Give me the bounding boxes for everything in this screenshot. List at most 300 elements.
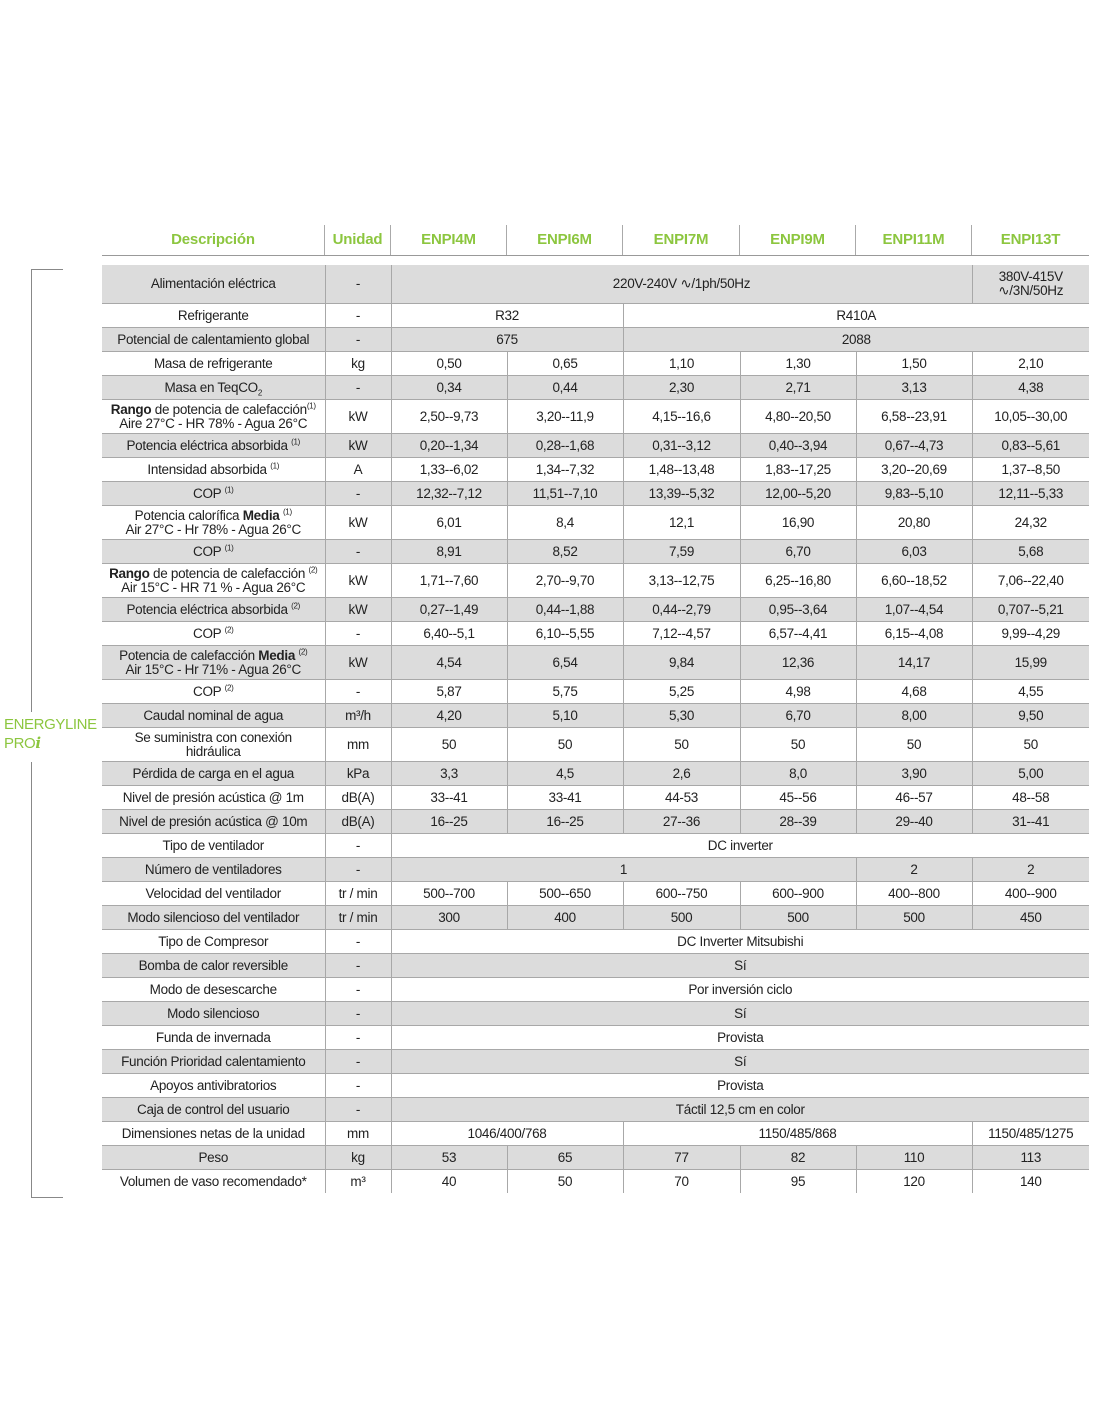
description-text: (1) — [224, 485, 234, 494]
description-text: Modo de desescarche — [149, 981, 277, 997]
row-description — [102, 1026, 325, 1050]
value-cell — [972, 352, 1089, 376]
cell-value: 400 — [554, 909, 576, 925]
value-cell — [623, 786, 740, 810]
value-cell — [856, 540, 972, 564]
cell-value: 1,37--8,50 — [1001, 461, 1061, 477]
value-cell — [740, 906, 856, 930]
row-description — [102, 1074, 325, 1098]
row-unit: - — [325, 858, 391, 882]
value-cell — [972, 680, 1089, 704]
header-unit: Unidad — [325, 225, 391, 255]
description-text: Modo silencioso del ventilador — [127, 909, 300, 925]
description-text: Pérdida de carga en el agua — [132, 765, 295, 781]
row-unit: m³ — [325, 1170, 391, 1194]
value-cell — [972, 1170, 1089, 1194]
cell-value: 15,99 — [1014, 654, 1047, 670]
row-unit: kW — [325, 506, 391, 540]
cell-value: 50 — [441, 736, 457, 752]
table-row — [102, 1170, 1089, 1194]
cell-value: 4,80--20,50 — [765, 408, 831, 424]
cell-value: 120 — [903, 1173, 925, 1189]
value-cell — [623, 304, 1089, 328]
value-cell — [391, 762, 507, 786]
value-cell — [391, 786, 507, 810]
cell-value: 6,60--18,52 — [881, 572, 947, 588]
cell-value: 3,90 — [901, 765, 927, 781]
description-text: Caja de control del usuario — [137, 1101, 290, 1117]
cell-value: 12,11--5,33 — [998, 485, 1064, 501]
row-unit: kPa — [325, 762, 391, 786]
cell-value: 24,32 — [1014, 514, 1047, 530]
cell-value: 2,10 — [1018, 355, 1044, 371]
table-row — [102, 810, 1089, 834]
cell-value: 44-53 — [664, 789, 699, 805]
cell-value: 220V-240V ∿/1ph/50Hz — [612, 276, 751, 291]
cell-value: 300 — [438, 909, 460, 925]
description-text: Velocidad del ventilador — [145, 885, 281, 901]
cell-value: 400--900 — [1004, 885, 1057, 901]
table-row — [102, 622, 1089, 646]
table-row — [102, 1098, 1089, 1122]
description-conditions: Air 15°C - Hr 71% - Agua 26°C — [125, 661, 301, 677]
description-text: de potencia de calefacción — [151, 401, 307, 417]
value-cell — [972, 376, 1089, 400]
value-cell — [391, 506, 507, 540]
value-cell — [391, 1050, 1089, 1074]
value-cell — [972, 482, 1089, 506]
cell-value: 1,34--7,32 — [535, 461, 595, 477]
description-text: Tipo de Compresor — [158, 933, 269, 949]
cell-value: R410A — [836, 307, 877, 323]
value-cell — [856, 376, 972, 400]
row-unit: - — [325, 1002, 391, 1026]
cell-value: 1,50 — [901, 355, 927, 371]
value-cell — [740, 728, 856, 762]
value-cell — [972, 882, 1089, 906]
value-cell — [623, 506, 740, 540]
value-cell — [507, 622, 623, 646]
value-cell — [391, 834, 1089, 858]
header-model: ENPI4M — [391, 225, 507, 255]
value-cell — [507, 1170, 623, 1194]
table-row — [102, 376, 1089, 400]
value-cell — [623, 564, 740, 598]
cell-value-line2: ∿/3N/50Hz — [998, 283, 1064, 298]
row-description — [102, 564, 325, 598]
value-cell — [623, 704, 740, 728]
value-cell — [972, 400, 1089, 434]
table-row — [102, 458, 1089, 482]
cell-value: 10,05--30,00 — [994, 408, 1068, 424]
value-cell — [507, 680, 623, 704]
value-cell — [623, 598, 740, 622]
value-cell — [507, 540, 623, 564]
value-cell — [740, 506, 856, 540]
description-text: Media — [258, 647, 296, 663]
description-text: (1) — [270, 461, 280, 470]
row-description — [102, 265, 325, 304]
row-unit: kW — [325, 434, 391, 458]
value-cell — [391, 540, 507, 564]
value-cell — [856, 598, 972, 622]
cell-value: 1150/485/1275 — [988, 1125, 1074, 1141]
value-cell — [507, 434, 623, 458]
cell-value: 50 — [1023, 736, 1038, 752]
value-cell — [856, 622, 972, 646]
value-cell — [623, 376, 740, 400]
value-cell — [972, 434, 1089, 458]
cell-value: 9,83--5,10 — [884, 485, 944, 501]
value-cell — [623, 906, 740, 930]
table-row — [102, 1002, 1089, 1026]
cell-value: 600--750 — [655, 885, 708, 901]
row-description — [102, 954, 325, 978]
row-unit: - — [325, 482, 391, 506]
cell-value: Táctil 12,5 cm en color — [675, 1101, 805, 1117]
row-description — [102, 376, 325, 400]
value-cell — [507, 400, 623, 434]
value-cell — [972, 786, 1089, 810]
row-description — [102, 1050, 325, 1074]
description-text: Bomba de calor reversible — [138, 957, 288, 973]
table-row — [102, 906, 1089, 930]
table-row — [102, 598, 1089, 622]
description-text: COP — [193, 625, 225, 641]
value-cell — [507, 598, 623, 622]
cell-value: 2088 — [841, 331, 871, 347]
cell-value: 9,50 — [1018, 707, 1044, 723]
row-unit: - — [325, 1050, 391, 1074]
cell-value: 1046/400/768 — [467, 1125, 547, 1141]
cell-value: 600--900 — [772, 885, 824, 901]
cell-value: 0,50 — [436, 355, 462, 371]
cell-value: 6,10--5,55 — [535, 625, 595, 641]
cell-value: Sí — [734, 1053, 747, 1069]
value-cell — [391, 564, 507, 598]
row-description — [102, 304, 325, 328]
cell-value: 8,00 — [901, 707, 927, 723]
cell-value: 6,54 — [552, 654, 578, 670]
description-conditions: Air 15°C - HR 71 % - Agua 26°C — [121, 579, 306, 595]
cell-value: Por inversión ciclo — [688, 981, 793, 997]
row-unit: kg — [325, 352, 391, 376]
row-description — [102, 834, 325, 858]
table-row — [102, 1146, 1089, 1170]
description-text: Caudal nominal de agua — [143, 707, 284, 723]
value-cell — [623, 400, 740, 434]
value-cell — [740, 458, 856, 482]
description-text: COP — [193, 543, 225, 559]
table-row — [102, 646, 1089, 680]
description-text: (1) — [224, 543, 234, 552]
cell-value: 0,44--2,79 — [652, 601, 711, 617]
row-unit: kW — [325, 598, 391, 622]
cell-value: 1,48--13,48 — [648, 461, 715, 477]
cell-value: 7,12--4,57 — [652, 625, 711, 641]
value-cell — [972, 265, 1089, 304]
cell-value: 3,13 — [901, 379, 927, 395]
value-cell — [391, 1146, 507, 1170]
table-row — [102, 352, 1089, 376]
value-cell — [856, 400, 972, 434]
value-cell — [623, 646, 740, 680]
value-cell — [391, 1002, 1089, 1026]
description-text: (1) — [306, 401, 316, 410]
cell-value: 110 — [903, 1149, 925, 1165]
cell-value: 95 — [790, 1173, 806, 1189]
cell-value: 2 — [910, 861, 918, 877]
value-cell — [740, 1146, 856, 1170]
row-unit: kW — [325, 646, 391, 680]
header-model: ENPI11M — [856, 225, 972, 255]
cell-value: 2,71 — [785, 379, 811, 395]
value-cell — [507, 482, 623, 506]
cell-value: 5,87 — [436, 683, 462, 699]
cell-value: 53 — [441, 1149, 457, 1165]
description-conditions: Air 27°C - Hr 78% - Agua 26°C — [125, 521, 301, 537]
value-cell — [972, 810, 1089, 834]
header-description: Descripción — [102, 225, 325, 255]
cell-value: 0,34 — [436, 379, 462, 395]
row-description — [102, 1146, 325, 1170]
cell-value: 6,15--4,08 — [884, 625, 944, 641]
cell-value: 113 — [1020, 1149, 1042, 1165]
cell-value: 5,75 — [552, 683, 578, 699]
cell-value: 5,10 — [552, 707, 578, 723]
value-cell — [856, 858, 972, 882]
description-text: Función Prioridad calentamiento — [121, 1053, 306, 1069]
row-unit: - — [325, 540, 391, 564]
cell-value: 29--40 — [895, 813, 933, 829]
cell-value: 2,50--9,73 — [419, 408, 479, 424]
value-cell — [740, 564, 856, 598]
value-cell — [391, 434, 507, 458]
value-cell — [740, 434, 856, 458]
cell-value: 4,55 — [1018, 683, 1044, 699]
value-cell — [623, 328, 1089, 352]
cell-value: DC Inverter Mitsubishi — [677, 933, 804, 949]
cell-value: 500 — [903, 909, 925, 925]
cell-value: 33--41 — [430, 789, 468, 805]
brand-line1: ENERGYLINE — [4, 716, 97, 733]
value-cell — [623, 434, 740, 458]
value-cell — [391, 954, 1089, 978]
row-description — [102, 786, 325, 810]
row-description — [102, 1170, 325, 1194]
value-cell — [391, 265, 972, 304]
value-cell — [391, 1170, 507, 1194]
bracket-bottom — [31, 1197, 63, 1198]
cell-value: 9,84 — [668, 654, 695, 670]
cell-value: 45--56 — [779, 789, 817, 805]
cell-value: 48--58 — [1012, 789, 1050, 805]
cell-value: 50 — [557, 1173, 573, 1189]
value-cell — [507, 786, 623, 810]
row-description — [102, 978, 325, 1002]
value-cell — [507, 506, 623, 540]
header-model: ENPI13T — [1000, 231, 1061, 248]
cell-value: 6,57--4,41 — [768, 625, 828, 641]
description-text: Peso — [198, 1149, 229, 1165]
value-cell — [507, 882, 623, 906]
description-text: Potencial de calentamiento global — [117, 331, 310, 347]
row-unit: tr / min — [325, 906, 391, 930]
value-cell — [623, 1170, 740, 1194]
cell-value: 70 — [674, 1173, 689, 1189]
description-text: Masa en TeqCO — [164, 379, 258, 395]
value-cell — [856, 434, 972, 458]
specs-table — [102, 265, 1089, 1193]
value-cell — [391, 482, 507, 506]
description-text: Funda de invernada — [155, 1029, 271, 1045]
value-cell — [507, 1146, 623, 1170]
value-cell — [507, 376, 623, 400]
cell-value: 4,98 — [785, 683, 811, 699]
description-text: Intensidad absorbida — [147, 461, 271, 477]
row-description — [102, 646, 325, 680]
cell-value: 46--57 — [895, 789, 933, 805]
table-row — [102, 762, 1089, 786]
row-description — [102, 506, 325, 540]
row-description — [102, 680, 325, 704]
value-cell — [972, 458, 1089, 482]
value-cell — [623, 482, 740, 506]
cell-value: 5,25 — [668, 683, 695, 699]
value-cell — [740, 1170, 856, 1194]
description-text: (1) — [291, 437, 301, 446]
value-cell — [972, 1122, 1089, 1146]
cell-value: 6,25--16,80 — [765, 572, 831, 588]
cell-value: 3,3 — [440, 765, 458, 781]
cell-value: 6,03 — [901, 543, 927, 559]
cell-value: 4,5 — [556, 765, 574, 781]
value-cell — [972, 762, 1089, 786]
value-cell — [623, 458, 740, 482]
row-description — [102, 930, 325, 954]
value-cell — [856, 810, 972, 834]
description-text: Nivel de presión acústica @ 1m — [122, 789, 304, 805]
row-unit: tr / min — [325, 882, 391, 906]
value-cell — [856, 882, 972, 906]
value-cell — [391, 906, 507, 930]
cell-value: 5,00 — [1018, 765, 1044, 781]
cell-value: 400--800 — [888, 885, 940, 901]
row-unit: - — [325, 376, 391, 400]
value-cell — [507, 352, 623, 376]
value-cell — [507, 810, 623, 834]
table-header — [102, 225, 1089, 256]
value-cell — [740, 786, 856, 810]
value-cell — [391, 930, 1089, 954]
cell-value: 0,707--5,21 — [997, 601, 1064, 617]
value-cell — [972, 728, 1089, 762]
cell-value: 8,4 — [556, 514, 574, 530]
cell-value: 6,70 — [785, 543, 811, 559]
value-cell — [391, 728, 507, 762]
cell-value: 0,44 — [552, 379, 578, 395]
table-row — [102, 786, 1089, 810]
row-description — [102, 1002, 325, 1026]
value-cell — [391, 882, 507, 906]
cell-value: 0,27--1,49 — [419, 601, 479, 617]
value-cell — [507, 704, 623, 728]
row-description — [102, 762, 325, 786]
value-cell — [391, 1026, 1089, 1050]
value-cell — [972, 622, 1089, 646]
cell-value: 7,06--22,40 — [997, 572, 1064, 588]
cell-value: 500 — [670, 909, 693, 925]
cell-value: 1,10 — [668, 355, 695, 371]
row-description — [102, 906, 325, 930]
row-description — [102, 598, 325, 622]
value-cell — [856, 906, 972, 930]
description-text: Rango — [110, 401, 152, 417]
value-cell — [391, 810, 507, 834]
cell-value: 4,54 — [436, 654, 462, 670]
table-row — [102, 1122, 1089, 1146]
cell-value: 1150/485/868 — [758, 1125, 837, 1141]
table-row — [102, 834, 1089, 858]
value-cell — [972, 598, 1089, 622]
value-cell — [391, 458, 507, 482]
row-unit: - — [325, 304, 391, 328]
description-text: Modo silencioso — [167, 1005, 260, 1021]
value-cell — [856, 704, 972, 728]
description-text: Masa de refrigerante — [153, 355, 273, 371]
value-cell — [972, 564, 1089, 598]
row-unit: A — [325, 458, 391, 482]
cell-value: 16--25 — [430, 813, 468, 829]
table-row — [102, 680, 1089, 704]
cell-value: 82 — [790, 1149, 806, 1165]
bracket-line — [31, 762, 32, 1198]
cell-value: 1,33--6,02 — [419, 461, 479, 477]
cell-value: 12,1 — [668, 514, 695, 530]
cell-value: 3,20--11,9 — [536, 408, 594, 424]
row-description — [102, 858, 325, 882]
value-cell — [972, 1146, 1089, 1170]
header-model: ENPI7M — [623, 225, 740, 255]
row-description — [102, 458, 325, 482]
cell-value: 8,91 — [436, 543, 462, 559]
row-unit: - — [325, 1098, 391, 1122]
description-text: (2) — [298, 647, 308, 656]
row-description — [102, 1098, 325, 1122]
description-text: (2) — [224, 683, 234, 692]
description-text: (2) — [291, 601, 301, 610]
cell-value: 12,32--7,12 — [416, 485, 482, 501]
row-description — [102, 400, 325, 434]
description-text: Rango — [109, 565, 150, 581]
value-cell — [391, 352, 507, 376]
cell-value: 0,31--3,12 — [652, 437, 711, 453]
table-row — [102, 482, 1089, 506]
description-text: Dimensiones netas de la unidad — [121, 1125, 305, 1141]
value-cell — [856, 458, 972, 482]
value-cell — [391, 622, 507, 646]
cell-value: 20,80 — [897, 514, 931, 530]
table-row — [102, 954, 1089, 978]
value-cell — [972, 704, 1089, 728]
row-unit: - — [325, 622, 391, 646]
cell-value: 3,20--20,69 — [881, 461, 947, 477]
value-cell — [507, 906, 623, 930]
value-cell — [740, 680, 856, 704]
row-unit: kW — [325, 400, 391, 434]
row-unit: - — [325, 978, 391, 1002]
row-description — [102, 704, 325, 728]
